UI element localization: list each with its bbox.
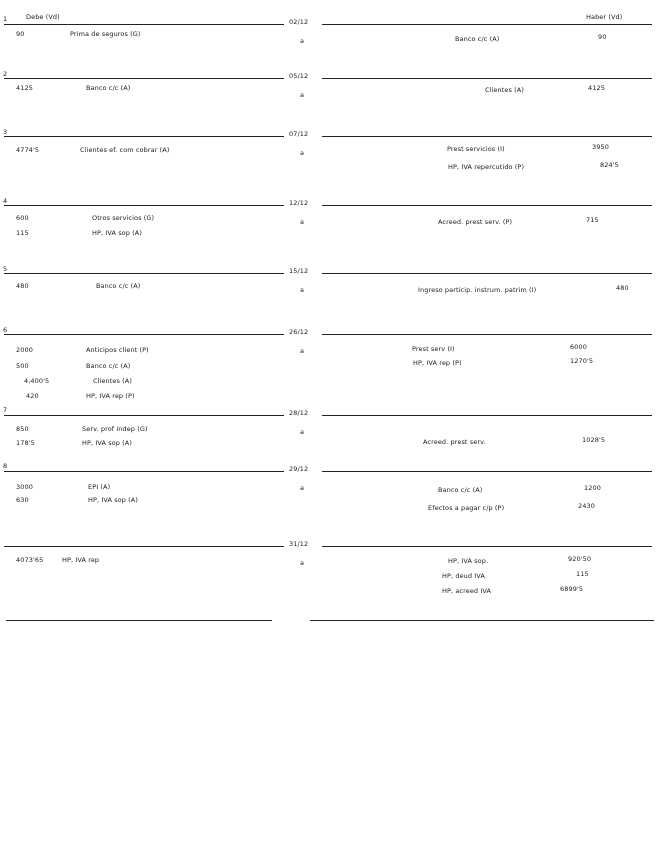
entry-rule-left — [4, 334, 284, 335]
entry-connector: a — [300, 347, 305, 355]
entry-number: 8 — [3, 462, 8, 470]
closing-rule-left — [6, 620, 272, 621]
debit-amount: 4125 — [16, 84, 33, 92]
debit-amount: 90 — [16, 30, 25, 38]
entry-connector: a — [300, 91, 305, 99]
entry-date: 02/12 — [289, 18, 309, 26]
entry-connector: a — [300, 428, 305, 436]
entry-number: 2 — [3, 70, 8, 78]
haber-header: Haber (Vd) — [586, 13, 623, 21]
entry-rule-right — [322, 471, 652, 472]
debit-account: EPI (A) — [88, 483, 111, 491]
credit-amount: 4125 — [588, 84, 605, 92]
credit-account: Efectos a pagar c/p (P) — [428, 504, 505, 512]
entry-connector: a — [300, 286, 305, 294]
entry-connector: a — [300, 218, 305, 226]
debit-account: Prima de seguros (G) — [70, 30, 141, 38]
credit-account: Banco c/c (A) — [438, 486, 483, 494]
debit-account: HP, IVA rep — [62, 556, 100, 564]
entry-rule-right — [322, 334, 652, 335]
credit-amount: 6000 — [570, 343, 587, 351]
debit-account: Anticipos client (P) — [86, 346, 149, 354]
credit-amount: 3950 — [592, 143, 609, 151]
debit-account: Clientes ef. com cobrar (A) — [80, 146, 170, 154]
debit-account: Banco c/c (A) — [86, 84, 131, 92]
debit-account: Otros servicios (G) — [92, 214, 155, 222]
credit-amount: 1200 — [584, 484, 601, 492]
entry-number: 5 — [3, 265, 8, 273]
entry-connector: a — [300, 559, 305, 567]
credit-amount: 715 — [586, 216, 599, 224]
credit-account: Acreed. prest serv. (P) — [438, 218, 513, 226]
debit-account: HP, IVA rep (P) — [86, 392, 135, 400]
credit-amount: 1028'5 — [582, 436, 606, 444]
debit-amount: 630 — [16, 496, 29, 504]
credit-amount: 6899'5 — [560, 585, 584, 593]
entry-rule-right — [322, 24, 652, 25]
entry-date: 15/12 — [289, 267, 309, 275]
debit-amount: 115 — [16, 229, 29, 237]
debit-amount: 4,400'5 — [24, 377, 50, 385]
debit-amount: 500 — [16, 362, 29, 370]
credit-amount: 480 — [616, 284, 629, 292]
entry-date: 05/12 — [289, 72, 309, 80]
entry-date: 31/12 — [289, 540, 309, 548]
credit-account: HP, IVA repercutido (P) — [448, 163, 525, 171]
debit-account: Clientes (A) — [93, 377, 132, 385]
debe-header: Debe (Vd) — [26, 13, 60, 21]
entry-rule-right — [322, 546, 652, 547]
credit-amount: 1270'5 — [570, 357, 594, 365]
credit-account: Acreed. prest serv. — [423, 438, 486, 446]
debit-account: HP, IVA sop (A) — [82, 439, 132, 447]
debit-amount: 420 — [26, 392, 39, 400]
debit-account: HP, IVA sop (A) — [92, 229, 142, 237]
credit-amount: 90 — [598, 33, 607, 41]
entry-number: 6 — [3, 326, 8, 334]
credit-amount: 115 — [576, 570, 589, 578]
entry-rule-right — [322, 78, 652, 79]
entry-number: 3 — [3, 128, 8, 136]
entry-rule-left — [4, 471, 284, 472]
entry-number: 4 — [3, 197, 8, 205]
debit-amount: 4774'5 — [16, 146, 40, 154]
entry-rule-left — [4, 415, 284, 416]
entry-rule-right — [322, 273, 652, 274]
debit-account: HP, IVA sop (A) — [88, 496, 138, 504]
entry-connector: a — [300, 37, 305, 45]
debit-amount: 3000 — [16, 483, 33, 491]
entry-rule-right — [322, 205, 652, 206]
entry-number: 1 — [3, 15, 8, 23]
debit-amount: 4073'65 — [16, 556, 44, 564]
debit-amount: 178'5 — [16, 439, 35, 447]
debit-account: Banco c/c (A) — [86, 362, 131, 370]
credit-amount: 920'50 — [568, 555, 592, 563]
entry-rule-left — [4, 546, 284, 547]
credit-account: HP, IVA sop. — [448, 557, 489, 565]
entry-rule-left — [4, 136, 284, 137]
credit-account: Banco c/c (A) — [455, 35, 500, 43]
entry-rule-left — [4, 78, 284, 79]
debit-amount: 850 — [16, 425, 29, 433]
entry-rule-right — [322, 136, 652, 137]
credit-account: Ingreso particip. instrum. patrim (I) — [418, 286, 537, 294]
credit-amount: 824'5 — [600, 161, 619, 169]
credit-account: HP, deud IVA — [442, 572, 485, 580]
entry-date: 07/12 — [289, 130, 309, 138]
entry-date: 29/12 — [289, 465, 309, 473]
credit-account: Prest serv (I) — [412, 345, 455, 353]
entry-rule-right — [322, 415, 652, 416]
entry-connector: a — [300, 149, 305, 157]
debit-amount: 480 — [16, 282, 29, 290]
entry-number: 7 — [3, 406, 8, 414]
entry-date: 26/12 — [289, 328, 309, 336]
credit-account: HP, IVA rep (P) — [413, 359, 462, 367]
entry-date: 12/12 — [289, 199, 309, 207]
debit-account: Serv. prof indep (G) — [82, 425, 148, 433]
debit-amount: 2000 — [16, 346, 33, 354]
entry-connector: a — [300, 484, 305, 492]
credit-account: Clientes (A) — [485, 86, 524, 94]
entry-rule-left — [4, 205, 284, 206]
credit-account: Prest servicios (I) — [447, 145, 505, 153]
closing-rule-right — [310, 620, 654, 621]
entry-rule-left — [4, 273, 284, 274]
entry-date: 28/12 — [289, 409, 309, 417]
credit-account: HP, acreed IVA — [442, 587, 492, 595]
debit-account: Banco c/c (A) — [96, 282, 141, 290]
entry-rule-left — [4, 24, 284, 25]
credit-amount: 2430 — [578, 502, 595, 510]
debit-amount: 600 — [16, 214, 29, 222]
